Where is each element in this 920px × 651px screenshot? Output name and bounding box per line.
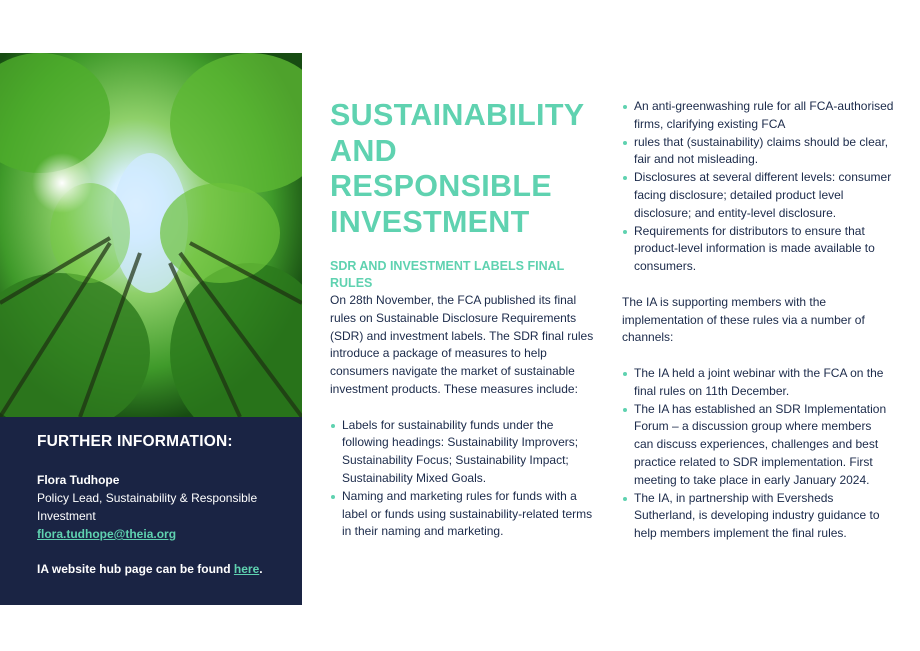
measures-list-part2: [622, 98, 894, 276]
list-item: Labels for sustainability funds under the following headings: Sustainability Improvers; Sustainability Focus; Sustainability Impact; Sustainability Mixed Goals.: [330, 417, 602, 488]
forest-canopy-image: [0, 53, 302, 417]
list-item: The IA has established an SDR Implementation Forum – a discussion group where members can discuss experiences, challenges and best practice related to SDR implementation. First meeting to take place in early January 2024.: [622, 401, 894, 490]
page-title: SUSTAINABILITY AND RESPONSIBLE INVESTMENT: [330, 98, 584, 239]
hub-page-link[interactable]: here: [233, 562, 260, 576]
section-subtitle: SDR AND INVESTMENT LABELS FINAL RULES: [330, 259, 565, 290]
column-right: [622, 98, 894, 543]
hub-page-text: [37, 560, 282, 578]
column-left: [330, 292, 602, 541]
list-item: rules that (sustainability) claims should be clear, fair and not misleading.: [622, 134, 894, 170]
contact-role: Policy Lead, Sustainability & Responsible Investment: [37, 491, 258, 523]
list-item: The IA, in partnership with Eversheds Sutherland, is developing industry guidance to help members implement the final rules.: [622, 490, 894, 543]
further-information-heading: FURTHER INFORMATION:: [37, 433, 233, 450]
support-intro-paragraph: The IA is supporting members with the implementation of these rules via a number of channels:: [622, 294, 865, 345]
contact-name: Flora Tudhope: [37, 473, 120, 487]
hub-suffix: .: [259, 562, 263, 576]
further-information-panel: [0, 417, 302, 605]
measures-list-part1: [330, 417, 602, 542]
list-item: Disclosures at several different levels: consumer facing disclosure; detailed product level disclosure; and entity-level disclosure.: [622, 169, 894, 222]
list-item: Naming and marketing rules for funds with a label or funds using sustainability-related terms in their naming and marketing.: [330, 488, 602, 541]
intro-paragraph: On 28th November, the FCA published its final rules on Sustainable Disclosure Requirements (SDR) and investment labels. The SDR final rules introduce a package of measures to help consumers navigate the market of sustainable investment products. These measures include:: [330, 293, 594, 396]
list-item: Requirements for distributors to ensure that product-level information is made available to consumers.: [622, 223, 894, 276]
channels-list: [622, 365, 894, 543]
contact-email-link[interactable]: flora.tudhope@theia.org: [37, 527, 177, 541]
list-item: An anti-greenwashing rule for all FCA-authorised firms, clarifying existing FCA: [622, 98, 894, 134]
list-item: The IA held a joint webinar with the FCA on the final rules on 11th December.: [622, 365, 894, 401]
hub-prefix: IA website hub page can be found: [37, 562, 234, 576]
